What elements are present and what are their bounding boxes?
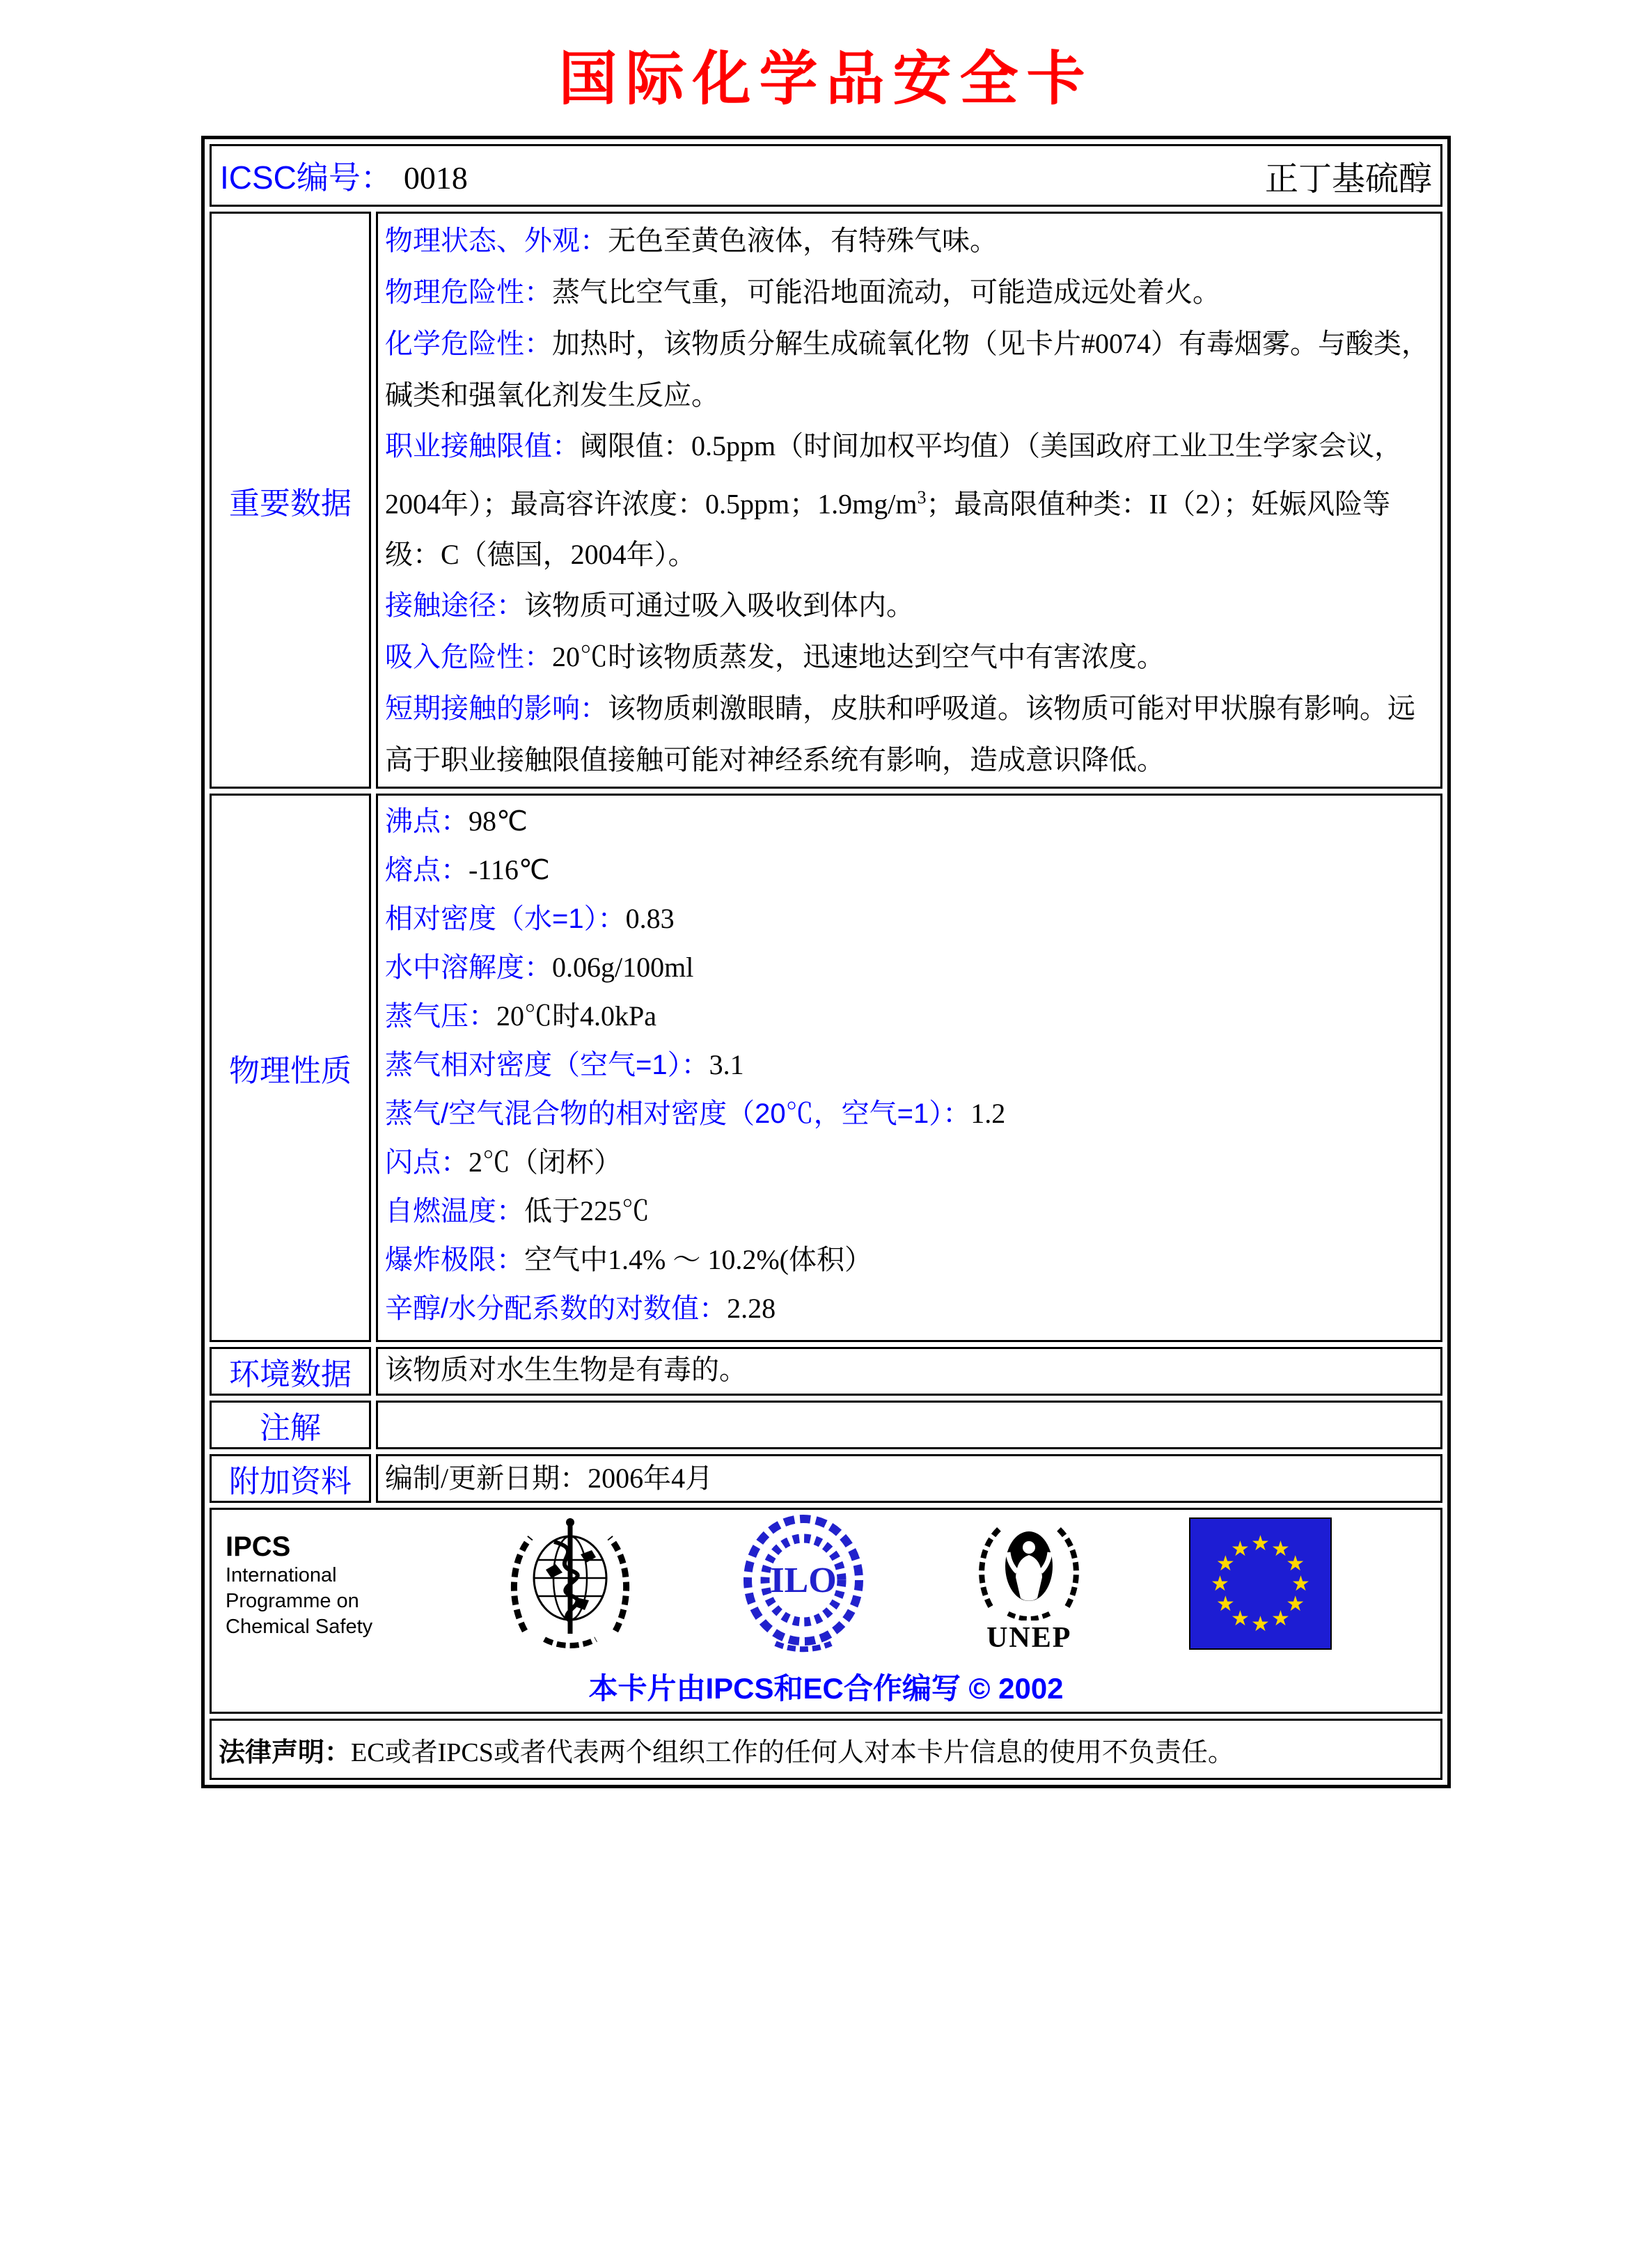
field-value: 空气中1.4% ～ 10.2%(体积） xyxy=(524,1244,872,1276)
svg-text:★: ★ xyxy=(1271,1607,1290,1631)
field-value: 加热时，该物质分解生成硫氧化物（见卡片#0074）有毒烟雾。与酸类，碱类和强氧化剂发生反应。 xyxy=(385,328,1429,411)
legal-text: EC或者IPCS或者代表两个组织工作的任何人对本卡片信息的使用不负责任。 xyxy=(351,1737,1234,1767)
svg-text:★: ★ xyxy=(1251,1612,1270,1636)
data-line-octanol-water-partition xyxy=(385,1284,1433,1333)
unep-logo-icon xyxy=(970,1516,1088,1624)
icsc-number-value: 0018 xyxy=(403,160,468,196)
field-label: 自燃温度： xyxy=(385,1196,524,1227)
who-logo-icon xyxy=(504,1514,636,1657)
svg-text:★: ★ xyxy=(1271,1537,1290,1561)
svg-text:★: ★ xyxy=(1231,1537,1250,1561)
field-label: 沸点： xyxy=(385,806,469,837)
svg-text:★: ★ xyxy=(1251,1531,1270,1555)
data-line-explosive-limits xyxy=(385,1236,1433,1284)
field-label: 熔点： xyxy=(385,855,469,886)
field-value: 1.2 xyxy=(970,1098,1006,1130)
additional-info-row xyxy=(210,1454,1442,1503)
data-line-vapor-air-density xyxy=(385,1089,1433,1138)
chemical-name: 正丁基硫醇 xyxy=(1264,160,1432,198)
ipcs-line1: International xyxy=(226,1563,337,1586)
footer-row xyxy=(210,1508,1442,1714)
field-label: 接触途径： xyxy=(385,590,524,622)
data-line-autoignition-temperature xyxy=(385,1187,1433,1236)
notes-content xyxy=(376,1401,1442,1449)
data-line-water-solubility xyxy=(385,943,1433,992)
environmental-data-text: 该物质对水生生物是有毒的。 xyxy=(385,1354,747,1386)
field-label: 相对密度（水=1）： xyxy=(385,904,626,935)
field-label: 爆炸极限： xyxy=(385,1245,524,1276)
physical-properties-content xyxy=(376,794,1442,1342)
legal-cell xyxy=(210,1719,1442,1780)
footer-caption: 本卡片由IPCS和EC合作编写 © 2002 xyxy=(588,1672,1064,1705)
field-label: 职业接触限值： xyxy=(385,431,580,462)
data-line-vapor-density xyxy=(385,1041,1433,1089)
svg-text:★: ★ xyxy=(1286,1552,1305,1575)
field-value: 低于225℃ xyxy=(524,1195,650,1227)
data-line-boiling-point xyxy=(385,797,1433,846)
field-value: 该物质可通过吸入吸收到体内。 xyxy=(524,590,914,622)
svg-text:★: ★ xyxy=(1286,1592,1305,1616)
field-value-superscript: 3 xyxy=(917,487,927,507)
field-label: 短期接触的影响： xyxy=(385,693,608,725)
field-value: 2.28 xyxy=(727,1293,776,1325)
data-line-chemical-danger xyxy=(385,318,1433,420)
additional-info-content xyxy=(376,1454,1442,1503)
ilo-logo-icon xyxy=(737,1514,870,1657)
legal-label: 法律声明： xyxy=(219,1737,352,1767)
footer-cell xyxy=(210,1508,1442,1714)
svg-text:★: ★ xyxy=(1211,1572,1229,1595)
field-label: 化学危险性： xyxy=(385,329,552,359)
field-value: 2℃（闭杯） xyxy=(469,1146,622,1178)
footer-logos xyxy=(223,1515,1429,1655)
header-row xyxy=(210,144,1442,207)
field-value: 98℃ xyxy=(469,805,528,837)
notes-row-label: 注解 xyxy=(260,1411,321,1446)
field-value: 3.1 xyxy=(709,1049,744,1081)
additional-info-text: 编制/更新日期：2006年4月 xyxy=(385,1462,714,1495)
svg-text:★: ★ xyxy=(1291,1572,1310,1595)
eu-flag-icon xyxy=(1189,1517,1332,1653)
field-value: 20℃时该物质蒸发，迅速地达到空气中有害浓度。 xyxy=(552,641,1165,673)
ipcs-line3: Chemical Safety xyxy=(226,1615,373,1638)
environmental-data-row-label-cell xyxy=(210,1347,371,1396)
ipcs-line2: Programme on xyxy=(226,1589,359,1612)
field-value: 蒸气比空气重，可能沿地面流动，可能造成远处着火。 xyxy=(552,276,1220,308)
field-label: 吸入危险性： xyxy=(385,642,552,673)
notes-row xyxy=(210,1401,1442,1449)
environmental-data-content xyxy=(376,1347,1442,1396)
data-line-short-term-effects xyxy=(385,683,1433,785)
field-label: 辛醇/水分配系数的对数值： xyxy=(385,1293,727,1325)
header-cell xyxy=(210,144,1442,207)
physical-properties-row xyxy=(210,794,1442,1342)
notes-row-label-cell xyxy=(210,1401,371,1449)
field-value: -116℃ xyxy=(469,854,550,886)
field-value: 阈限值：0.5ppm（时间加权平均值）（美国政府工业卫生学家会议，2004年）；最高容许浓度：0.5ppm；1.9mg/m xyxy=(385,430,1403,520)
field-label: 物理状态、外观： xyxy=(385,226,608,256)
field-value: 该物质刺激眼睛，皮肤和呼吸道。该物质可能对甲状腺有影响。远高于职业接触限值接触可能对神经系统有影响，造成意识降低。 xyxy=(385,693,1415,776)
icsc-number-group xyxy=(220,152,468,198)
physical-properties-row-label: 物理性质 xyxy=(229,1054,352,1089)
data-line-vapor-pressure xyxy=(385,992,1433,1041)
data-line-exposure-routes xyxy=(385,580,1433,631)
data-line-melting-point xyxy=(385,846,1433,894)
important-data-content xyxy=(376,212,1442,789)
ipcs-acronym: IPCS xyxy=(226,1531,291,1562)
data-line-physical-danger xyxy=(385,267,1433,318)
important-data-row-label-cell xyxy=(210,212,371,789)
icsc-number-label: ICSC编号： xyxy=(220,159,393,196)
field-label: 水中溶解度： xyxy=(385,952,552,984)
field-label: 蒸气/空气混合物的相对密度（20℃，空气=1）： xyxy=(385,1098,971,1130)
environmental-data-row-label: 环境数据 xyxy=(229,1357,352,1392)
field-value: 0.06g/100ml xyxy=(552,952,694,984)
additional-info-row-label-cell xyxy=(210,1454,371,1503)
field-label: 闪点： xyxy=(385,1147,469,1178)
field-value: 20℃时4.0kPa xyxy=(496,1000,656,1032)
data-line-occupational-limits xyxy=(385,420,1433,580)
important-data-row xyxy=(210,212,1442,789)
data-line-physical-state xyxy=(385,215,1433,267)
field-label: 蒸气压： xyxy=(385,1001,496,1032)
unep-logo-block xyxy=(970,1516,1088,1655)
important-data-row-label: 重要数据 xyxy=(229,486,352,521)
field-label: 物理危险性： xyxy=(385,277,552,308)
data-line-flash-point xyxy=(385,1138,1433,1187)
physical-properties-row-label-cell xyxy=(210,794,371,1342)
page-title: 国际化学品安全卡 xyxy=(558,47,1094,112)
environmental-data-row xyxy=(210,1347,1442,1396)
field-value: ；最高限值种类：II（2）；妊娠风险等级：C（德国，2004年）。 xyxy=(385,488,1391,571)
svg-text:ILO: ILO xyxy=(769,1560,837,1600)
data-line-inhalation-risk xyxy=(385,631,1433,683)
data-line-relative-density xyxy=(385,894,1433,943)
additional-info-row-label: 附加资料 xyxy=(229,1465,352,1499)
field-label: 蒸气相对密度（空气=1）： xyxy=(385,1050,709,1081)
unep-logo-caption: UNEP xyxy=(986,1621,1072,1654)
ipcs-text-block xyxy=(226,1531,403,1640)
field-value: 无色至黄色液体，有特殊气味。 xyxy=(608,225,998,256)
field-value: 0.83 xyxy=(625,903,675,935)
icsc-card-table xyxy=(201,136,1451,1788)
legal-row xyxy=(210,1719,1442,1780)
svg-text:★: ★ xyxy=(1216,1552,1235,1575)
svg-text:★: ★ xyxy=(1231,1607,1250,1631)
svg-text:★: ★ xyxy=(1216,1592,1235,1616)
